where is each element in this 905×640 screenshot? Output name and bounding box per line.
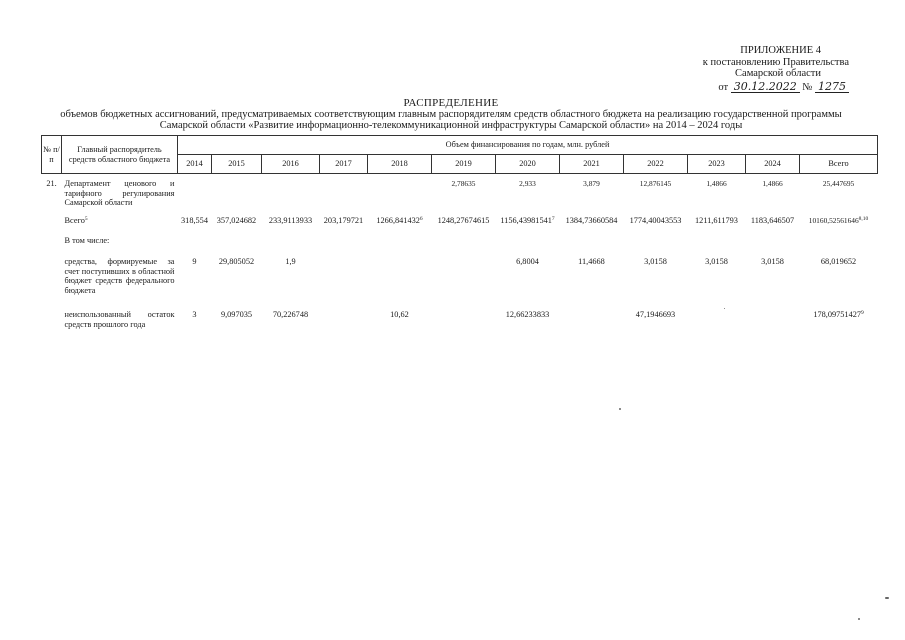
table-row-department — [42, 174, 878, 215]
year-header: 2014 — [178, 155, 212, 174]
year-header: 2018 — [368, 155, 432, 174]
appendix-resolution: к постановлению Правительства — [702, 56, 849, 68]
scan-speck — [724, 308, 725, 309]
total-label: Всего — [64, 216, 85, 225]
scan-speck — [858, 618, 860, 620]
value-cell — [746, 308, 800, 330]
footnote-mark: 6 — [419, 216, 423, 222]
scan-speck — [619, 408, 621, 410]
value-cell-total: 25,447695 — [822, 179, 855, 188]
year-header: 2020 — [496, 155, 560, 174]
footnote-mark: 9 — [861, 310, 864, 316]
value-cell: 47,1946693 — [635, 310, 676, 319]
value-cell: 10,62 — [390, 310, 409, 319]
table-row-unused-balance — [42, 308, 878, 330]
value-cell: 233,9113933 — [268, 216, 313, 225]
footnote-mark: 7 — [551, 216, 555, 222]
col-header-name: Главный распорядитель средств областного бюджета — [62, 136, 178, 174]
total-header: Всего — [800, 155, 878, 174]
year-header: 2024 — [746, 155, 800, 174]
value-cell-total: 178,09751427$^9$ — [813, 310, 864, 319]
col-header-group: Объем финансирования по годам, млн. рублей — [178, 136, 878, 155]
value-cell: 3,0158 — [761, 257, 784, 266]
document-heading — [40, 98, 862, 131]
value-cell — [320, 308, 368, 330]
year-header: 2021 — [560, 155, 624, 174]
value-cell: 1,4866 — [762, 179, 783, 188]
value-cell — [212, 174, 262, 215]
value-cell: 1774,40043553 — [629, 216, 682, 225]
value-cell: 1156,43981541$^7$ — [500, 216, 555, 225]
value-cell — [178, 174, 212, 215]
footnote-mark: 5 — [84, 216, 88, 222]
value-cell — [320, 255, 368, 308]
value-cell-total: 10160,52561646$^{8,10}$ — [808, 216, 869, 225]
heading-title: РАСПРЕДЕЛЕНИЕ — [403, 97, 499, 109]
number-prefix: № — [802, 81, 813, 93]
value-cell: 11,4668 — [578, 257, 605, 266]
year-header: 2015 — [212, 155, 262, 174]
value-cell: 318,554 — [181, 216, 208, 225]
table-row-federal-funds — [42, 255, 878, 308]
value-cell: 3,0158 — [644, 257, 667, 266]
year-header: 2016 — [262, 155, 320, 174]
budget-table — [41, 135, 878, 330]
row-number: 21. — [46, 179, 57, 188]
value-cell: 3,879 — [583, 179, 600, 188]
value-cell — [368, 255, 432, 308]
heading-line-1: объемов бюджетных ассигнований, предусматриваемых соответствующим главным распорядителям средств областного бюджета на реализацию государственной программы — [60, 109, 842, 120]
value-cell: 9 — [192, 257, 197, 266]
value-cell: 3 — [192, 310, 197, 319]
including-label: В том числе: — [64, 236, 110, 245]
value-cell: 9,097035 — [220, 310, 253, 319]
value-cell: 3,0158 — [705, 257, 728, 266]
value-cell: 1183,646507 — [750, 216, 795, 225]
heading-line-2: Самарской области «Развитие информационно-телекоммуникационной инфраструктуры Самарской области» на 2014 – 2024 годы — [159, 120, 743, 131]
value-cell — [368, 174, 432, 215]
value-cell: 1,4866 — [706, 179, 727, 188]
table-row-total — [42, 214, 878, 235]
value-cell: 1,9 — [285, 257, 296, 266]
value-cell: 70,226748 — [272, 310, 309, 319]
col-header-no: № п/п — [42, 136, 62, 174]
value-cell: 1384,73660584 — [565, 216, 618, 225]
value-cell: 203,179721 — [323, 216, 364, 225]
value-cell: 6,8004 — [516, 257, 539, 266]
handwritten-number: 1275 — [815, 81, 849, 93]
order-line — [649, 81, 849, 94]
value-cell: 1266,841432$^6$ — [376, 216, 423, 225]
year-header: 2022 — [624, 155, 688, 174]
year-header: 2019 — [432, 155, 496, 174]
value-cell: 2,78635 — [451, 179, 476, 188]
header-row-1 — [42, 136, 878, 155]
year-header: 2023 — [688, 155, 746, 174]
appendix-title: ПРИЛОЖЕНИЕ 4 — [740, 45, 821, 56]
value-cell — [688, 308, 746, 330]
handwritten-date: 30.12.2022 — [731, 81, 800, 93]
value-cell: 29,805052 — [218, 257, 255, 266]
year-header: 2017 — [320, 155, 368, 174]
scan-speck — [885, 597, 889, 599]
appendix-block — [649, 45, 849, 93]
date-prefix: от — [718, 81, 729, 93]
value-cell: 12,876145 — [639, 179, 672, 188]
value-cell: 12,66233833 — [505, 310, 550, 319]
table-row-including — [42, 235, 878, 255]
value-cell — [262, 174, 320, 215]
value-cell-total: 68,019652 — [820, 257, 857, 266]
value-cell — [320, 174, 368, 215]
value-cell: 1211,611793 — [695, 216, 738, 225]
value-cell — [432, 255, 496, 308]
value-cell — [432, 308, 496, 330]
federal-funds-name: средства, формируемые за счет поступивших в областной бюджет средств федерального бюджета — [64, 257, 175, 295]
value-cell: 357,024682 — [216, 216, 257, 225]
footnote-mark: 8,10 — [858, 216, 869, 222]
value-cell — [560, 308, 624, 330]
value-cell: 2,933 — [519, 179, 536, 188]
department-name: Департамент ценового и тарифного регулирования Самарской области — [64, 179, 175, 207]
value-cell: 1248,27674615 — [437, 216, 490, 225]
appendix-region: Самарской области — [735, 68, 821, 79]
total-label-cell — [62, 214, 178, 235]
unused-balance-name: неиспользованный остаток средств прошлого года — [64, 310, 175, 329]
